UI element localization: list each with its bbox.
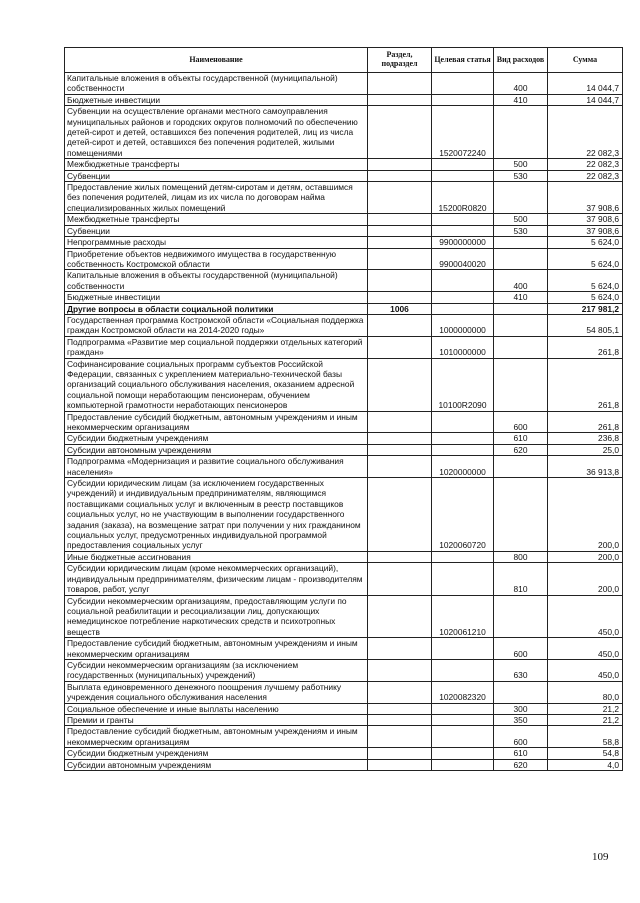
cell-sum: 22 082,3 (548, 106, 623, 159)
cell-section (368, 551, 432, 562)
cell-target (432, 73, 494, 95)
cell-expense: 350 (494, 714, 548, 725)
cell-expense (494, 478, 548, 552)
table-row (65, 638, 623, 660)
cell-sum: 37 908,6 (548, 182, 623, 214)
cell-sum: 261,8 (548, 336, 623, 358)
table-row (65, 714, 623, 725)
table-row (65, 444, 623, 455)
cell-name: Субвенции на осуществление органами местного самоуправления муниципальных районов и городских округов полномочий по обеспечению детей-сирот и детей, оставшихся без попечения родителей, лиц из числа детей-сирот и детей, оставшихся без попечения родителей, жилыми помещениями (65, 106, 368, 159)
cell-name: Предоставление жилых помещений детям-сиротам и детям, оставшимся без попечения родителей, лицам из их числа по договорам найма специализированных жилых помещений (65, 182, 368, 214)
cell-sum: 217 981,2 (548, 303, 623, 314)
table-row (65, 551, 623, 562)
cell-name: Капитальные вложения в объекты государственной (муниципальной) собственности (65, 73, 368, 95)
budget-document (64, 47, 622, 771)
header-target: Целевая статья (432, 48, 494, 73)
cell-section (368, 358, 432, 411)
table-row (65, 225, 623, 236)
cell-section (368, 714, 432, 725)
cell-target (432, 411, 494, 433)
table-row (65, 170, 623, 181)
table-row (65, 456, 623, 478)
cell-target: 9900040020 (432, 248, 494, 270)
table-row (65, 94, 623, 105)
cell-expense: 500 (494, 214, 548, 225)
table-row (65, 73, 623, 95)
cell-sum: 200,0 (548, 478, 623, 552)
table-row (65, 292, 623, 303)
table-row (65, 270, 623, 292)
cell-name: Бюджетные инвестиции (65, 94, 368, 105)
table-row (65, 595, 623, 638)
cell-sum: 54,8 (548, 748, 623, 759)
cell-target (432, 759, 494, 770)
cell-expense (494, 182, 548, 214)
cell-name: Межбюджетные трансферты (65, 214, 368, 225)
cell-target (432, 159, 494, 170)
table-row (65, 106, 623, 159)
table-row (65, 748, 623, 759)
cell-section (368, 444, 432, 455)
cell-target: 1020082320 (432, 681, 494, 703)
cell-expense: 600 (494, 638, 548, 660)
cell-name: Подпрограмма «Развитие мер социальной поддержки отдельных категорий граждан» (65, 336, 368, 358)
cell-sum: 5 624,0 (548, 248, 623, 270)
cell-target (432, 94, 494, 105)
table-body (65, 73, 623, 771)
cell-target (432, 638, 494, 660)
table-row (65, 314, 623, 336)
table-row (65, 759, 623, 770)
cell-section (368, 726, 432, 748)
cell-target: 1010000000 (432, 336, 494, 358)
cell-name: Субсидии бюджетным учреждениям (65, 748, 368, 759)
cell-expense: 620 (494, 444, 548, 455)
cell-section (368, 411, 432, 433)
cell-expense: 530 (494, 225, 548, 236)
cell-target (432, 563, 494, 595)
cell-expense (494, 248, 548, 270)
cell-name: Предоставление субсидий бюджетным, автономным учреждениям и иным некоммерческим организациям (65, 638, 368, 660)
header-sum: Сумма (548, 48, 623, 73)
cell-section (368, 681, 432, 703)
cell-section (368, 237, 432, 248)
cell-name: Бюджетные инвестиции (65, 292, 368, 303)
cell-section (368, 270, 432, 292)
cell-target: 1520072240 (432, 106, 494, 159)
page-number: 109 (592, 851, 609, 863)
cell-expense: 630 (494, 659, 548, 681)
table-row (65, 478, 623, 552)
cell-section (368, 225, 432, 236)
cell-name: Субсидии автономным учреждениям (65, 444, 368, 455)
cell-section (368, 248, 432, 270)
cell-section (368, 638, 432, 660)
cell-expense (494, 106, 548, 159)
cell-name: Государственная программа Костромской области «Социальная поддержка граждан Костромской области на 2014-2020 годы» (65, 314, 368, 336)
cell-section (368, 595, 432, 638)
cell-name: Субсидии юридическим лицам (за исключением государственных учреждений) и индивидуальным предпринимателям, являющимся поставщиками социальных услуг и включенным в реестр поставщиков социальных услуг, но не участвующим в выполнении государственного задания (заказа), на возмещение затрат при получении у них гражданином социальных услуг, предусмотренных индивидуальной программой предоставления социальных услуг (65, 478, 368, 552)
cell-expense: 300 (494, 703, 548, 714)
cell-name: Премии и гранты (65, 714, 368, 725)
cell-target: 1020060720 (432, 478, 494, 552)
cell-name: Субвенции (65, 170, 368, 181)
cell-target (432, 726, 494, 748)
table-row (65, 214, 623, 225)
cell-section (368, 478, 432, 552)
cell-name: Другие вопросы в области социальной политики (65, 303, 368, 314)
cell-name: Предоставление субсидий бюджетным, автономным учреждениям и иным некоммерческим организациям (65, 726, 368, 748)
cell-expense: 400 (494, 270, 548, 292)
cell-target (432, 225, 494, 236)
table-row (65, 433, 623, 444)
cell-section (368, 106, 432, 159)
cell-name: Капитальные вложения в объекты государственной (муниципальной) собственности (65, 270, 368, 292)
cell-sum: 450,0 (548, 638, 623, 660)
cell-sum: 450,0 (548, 595, 623, 638)
cell-target (432, 703, 494, 714)
cell-sum: 25,0 (548, 444, 623, 455)
header-section: Раздел, подраздел (368, 48, 432, 73)
cell-target: 15200R0820 (432, 182, 494, 214)
cell-sum: 36 913,8 (548, 456, 623, 478)
cell-expense: 620 (494, 759, 548, 770)
table-row (65, 237, 623, 248)
cell-section: 1006 (368, 303, 432, 314)
cell-sum: 58,8 (548, 726, 623, 748)
cell-sum: 80,0 (548, 681, 623, 703)
table-row (65, 182, 623, 214)
cell-expense: 530 (494, 170, 548, 181)
cell-sum: 5 624,0 (548, 237, 623, 248)
cell-target (432, 444, 494, 455)
cell-target (432, 714, 494, 725)
table-row (65, 726, 623, 748)
cell-sum: 37 908,6 (548, 225, 623, 236)
table-row (65, 411, 623, 433)
table-row (65, 336, 623, 358)
cell-section (368, 214, 432, 225)
cell-expense (494, 237, 548, 248)
cell-sum: 21,2 (548, 714, 623, 725)
cell-sum: 37 908,6 (548, 214, 623, 225)
cell-section (368, 563, 432, 595)
cell-name: Непрограммные расходы (65, 237, 368, 248)
cell-sum: 21,2 (548, 703, 623, 714)
cell-sum: 261,8 (548, 358, 623, 411)
cell-target: 1020061210 (432, 595, 494, 638)
cell-name: Иные бюджетные ассигнования (65, 551, 368, 562)
cell-sum: 4,0 (548, 759, 623, 770)
cell-target: 1020000000 (432, 456, 494, 478)
cell-name: Субсидии автономным учреждениям (65, 759, 368, 770)
cell-section (368, 659, 432, 681)
cell-expense: 500 (494, 159, 548, 170)
cell-name: Субсидии бюджетным учреждениям (65, 433, 368, 444)
cell-target (432, 214, 494, 225)
table-row (65, 703, 623, 714)
cell-section (368, 748, 432, 759)
cell-expense: 610 (494, 748, 548, 759)
table-row (65, 303, 623, 314)
cell-section (368, 94, 432, 105)
cell-expense (494, 303, 548, 314)
table-row (65, 563, 623, 595)
cell-expense: 400 (494, 73, 548, 95)
cell-target: 1000000000 (432, 314, 494, 336)
budget-table (64, 47, 623, 771)
cell-sum: 22 082,3 (548, 170, 623, 181)
cell-section (368, 182, 432, 214)
cell-target (432, 170, 494, 181)
cell-sum: 236,8 (548, 433, 623, 444)
header-expense: Вид расходов (494, 48, 548, 73)
cell-expense (494, 314, 548, 336)
cell-target (432, 303, 494, 314)
table-row (65, 248, 623, 270)
table-row (65, 159, 623, 170)
cell-expense: 600 (494, 411, 548, 433)
cell-name: Софинансирование социальных программ субъектов Российской Федерации, связанных с укреплением материально-технической базы организаций социального обслуживания населения, оказанием адресной социальной помощи неработающим пенсионерам, обучением компьютерной грамотности неработающих пенсионеров (65, 358, 368, 411)
cell-expense (494, 681, 548, 703)
cell-sum: 261,8 (548, 411, 623, 433)
cell-name: Субвенции (65, 225, 368, 236)
cell-expense: 800 (494, 551, 548, 562)
cell-expense: 810 (494, 563, 548, 595)
table-row (65, 358, 623, 411)
cell-sum: 5 624,0 (548, 270, 623, 292)
cell-target (432, 292, 494, 303)
cell-sum: 14 044,7 (548, 94, 623, 105)
cell-name: Выплата единовременного денежного поощрения лучшему работнику учреждения социального обслуживания населения (65, 681, 368, 703)
cell-name: Субсидии некоммерческим организациям (за исключением государственных (муниципальных) учреждений) (65, 659, 368, 681)
cell-section (368, 170, 432, 181)
cell-sum: 200,0 (548, 551, 623, 562)
cell-expense (494, 456, 548, 478)
cell-name: Предоставление субсидий бюджетным, автономным учреждениям и иным некоммерческим организациям (65, 411, 368, 433)
table-header-row (65, 48, 623, 73)
cell-section (368, 456, 432, 478)
cell-section (368, 73, 432, 95)
cell-sum: 22 082,3 (548, 159, 623, 170)
cell-section (368, 336, 432, 358)
cell-section (368, 759, 432, 770)
cell-name: Подпрограмма «Модернизация и развитие социального обслуживания населения» (65, 456, 368, 478)
cell-name: Субсидии некоммерческим организациям, предоставляющим услуги по социальной реабилитации и ресоциализации лиц, допускающих немедицинское потребление наркотических средств и психотропных веществ (65, 595, 368, 638)
cell-section (368, 703, 432, 714)
cell-section (368, 314, 432, 336)
cell-target (432, 551, 494, 562)
cell-target: 10100R2090 (432, 358, 494, 411)
cell-expense: 410 (494, 94, 548, 105)
table-row (65, 681, 623, 703)
cell-target (432, 659, 494, 681)
cell-name: Приобретение объектов недвижимого имущества в государственную собственность Костромской области (65, 248, 368, 270)
cell-section (368, 292, 432, 303)
cell-name: Межбюджетные трансферты (65, 159, 368, 170)
cell-sum: 14 044,7 (548, 73, 623, 95)
cell-target: 9900000000 (432, 237, 494, 248)
cell-name: Социальное обеспечение и иные выплаты населению (65, 703, 368, 714)
cell-expense: 410 (494, 292, 548, 303)
cell-expense (494, 358, 548, 411)
cell-target (432, 748, 494, 759)
cell-sum: 200,0 (548, 563, 623, 595)
cell-sum: 5 624,0 (548, 292, 623, 303)
cell-expense: 600 (494, 726, 548, 748)
cell-target (432, 270, 494, 292)
header-name: Наименование (65, 48, 368, 73)
cell-expense (494, 336, 548, 358)
cell-expense (494, 595, 548, 638)
cell-section (368, 433, 432, 444)
table-row (65, 659, 623, 681)
cell-target (432, 433, 494, 444)
cell-sum: 450,0 (548, 659, 623, 681)
cell-name: Субсидии юридическим лицам (кроме некоммерческих организаций), индивидуальным предпринимателям, физическим лицам - производителям товаров, работ, услуг (65, 563, 368, 595)
cell-section (368, 159, 432, 170)
cell-expense: 610 (494, 433, 548, 444)
cell-sum: 54 805,1 (548, 314, 623, 336)
